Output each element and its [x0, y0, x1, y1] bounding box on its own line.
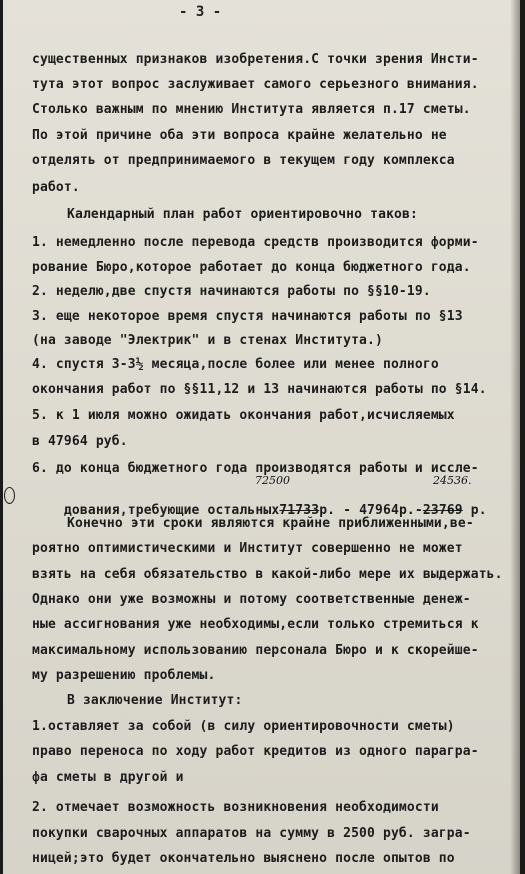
line-end: р. [462, 503, 487, 518]
text-line: работ. [32, 180, 80, 195]
text-line: Однако они уже возможны и потому соответственные денеж- [32, 592, 471, 607]
handwritten-correction: 72500 [255, 474, 290, 487]
text-line: тута этот вопрос заслуживает самого серьезного внимания. [32, 77, 479, 92]
text-line: фа сметы в другой и [32, 770, 184, 785]
text-line: ницей;это будет окончательно выяснено после опытов по [32, 851, 455, 866]
text-line: (на заводе "Электрик" и в стенах Института.) [32, 333, 383, 348]
text-line: му разрешению проблемы. [32, 668, 216, 683]
text-line: взять на себя обязательство в какой-либо мере их выдержать. [32, 567, 503, 582]
text-line: В заключение Институт: [67, 693, 243, 708]
crossed-out-amount: 23769 [422, 503, 463, 518]
text-line: окончания работ по §§11,12 и 13 начинаются работы по §14. [32, 382, 487, 397]
text-line: ные ассигнования уже необходимы,если только стремиться к [32, 617, 479, 632]
line-start: дования,требующие остальных [63, 503, 280, 518]
document-page [3, 0, 520, 874]
text-line: По этой причине оба эти вопроса крайне желательно не [32, 128, 447, 143]
line-middle: р. - 47964р.- [319, 503, 423, 518]
margin-circle-mark [4, 487, 15, 504]
crossed-out-amount: 71733 [279, 503, 320, 518]
text-line: максимальному использованию персонала Бюро и к скорейше- [32, 643, 479, 658]
text-line: 1.оставляет за собой (в силу ориентировочности сметы) [32, 719, 455, 734]
text-line: право переноса по ходу работ кредитов из одного парагра- [32, 744, 479, 759]
text-line: Конечно эти сроки являются крайне приближенными,ве- [67, 516, 474, 531]
text-line: 4. спустя 3-3½ месяца,после более или менее полного [32, 357, 439, 372]
text-line: Столько важным по мнению Института является п.17 сметы. [32, 102, 471, 117]
text-line: 2. отмечает возможность возникновения необходимости [32, 800, 439, 815]
text-line: в 47964 руб. [32, 434, 128, 449]
text-line: 3. еще некоторое время спустя начинаются работы по §13 [32, 309, 463, 324]
text-line: существенных признаков изобретения.С точки зрения Инсти- [32, 52, 479, 67]
page-edge-shadow [510, 0, 520, 874]
text-line: отделять от предпринимаемого в текущем году комплекса [32, 153, 455, 168]
text-line: 6. до конца бюджетного года производятся работы и иссле- [32, 461, 479, 476]
text-line: Календарный план работ ориентировочно таков: [67, 207, 418, 222]
text-line: 1. немедленно после перевода средств производится форми- [32, 235, 479, 250]
handwritten-correction: 24536. [433, 474, 472, 487]
text-line: 5. к 1 июля можно ожидать окончания работ,исчисляемых [32, 408, 455, 423]
text-line: 2. неделю,две спустя начинаются работы по §§10-19. [32, 284, 431, 299]
text-line: рование Бюро,которое работает до конца бюджетного года. [32, 260, 471, 275]
page-number: - 3 - [179, 4, 222, 20]
text-line: покупки сварочных аппаратов на сумму в 2500 руб. загра- [32, 826, 471, 841]
text-line: роятно оптимистическими и Институт совершенно не может [32, 541, 463, 556]
